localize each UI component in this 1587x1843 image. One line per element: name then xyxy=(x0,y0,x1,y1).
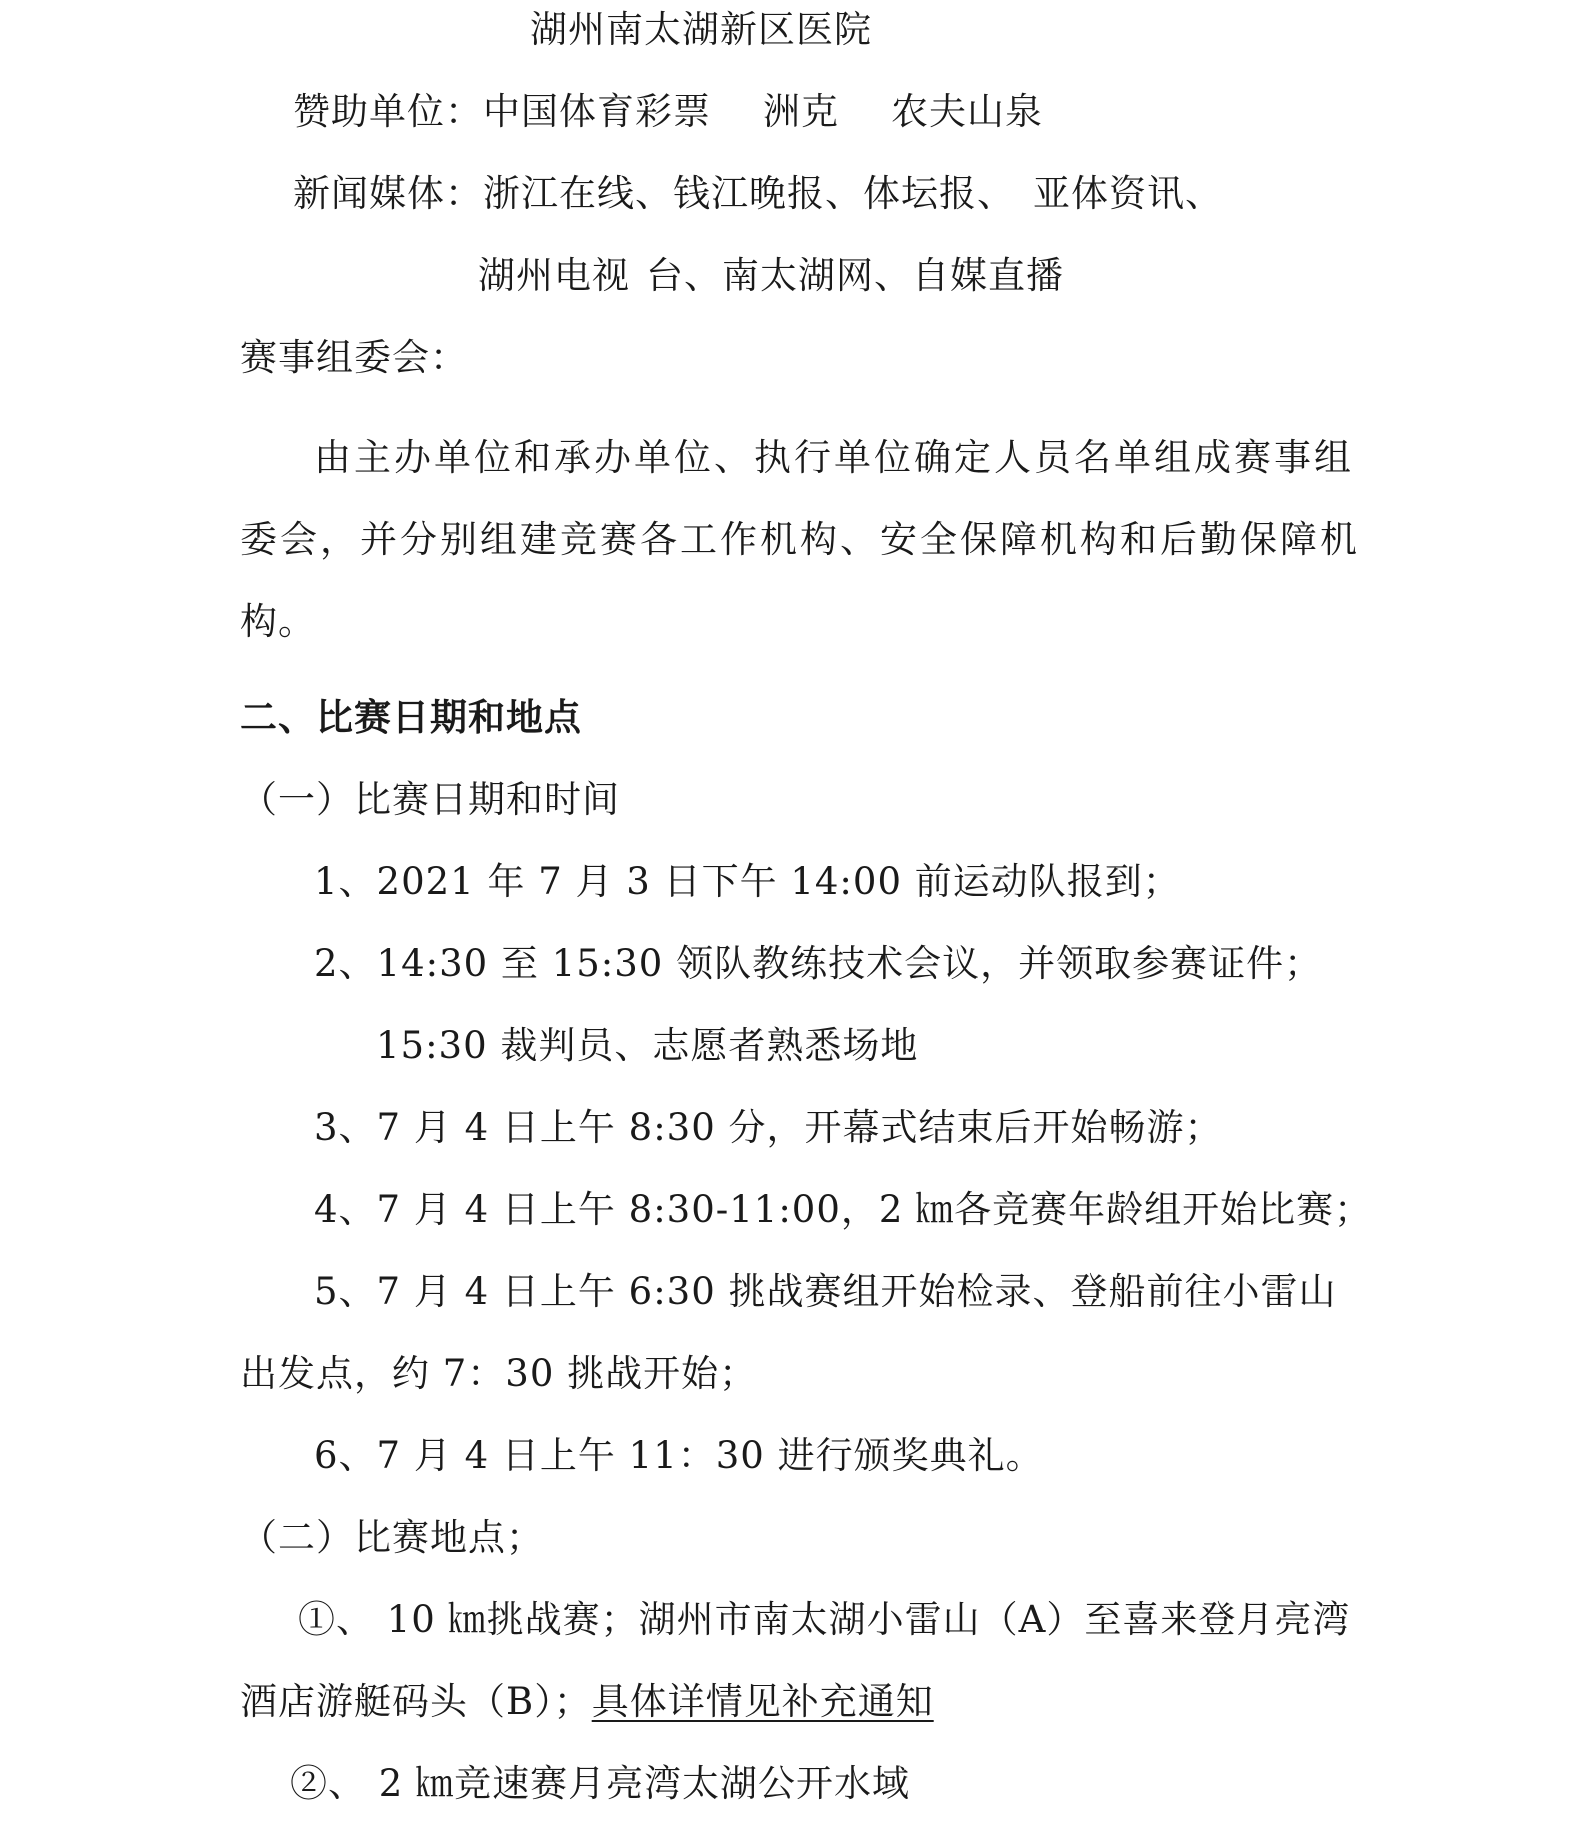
media-list-part: 浙江在线、钱江晚报、体坛报、 xyxy=(483,172,1015,215)
schedule-item: 4、7 月 4 日上午 8:30-11:00，2 ㎞各竞赛年龄组开始比赛； xyxy=(314,1188,1373,1231)
committee-paragraph-line: 构。 xyxy=(240,600,316,643)
media-label: 新闻媒体： xyxy=(293,172,483,215)
section-heading: 二、比赛日期和地点 xyxy=(240,696,582,739)
committee-heading: 赛事组委会： xyxy=(240,336,468,379)
supplementary-notice-link[interactable]: 具体详情见补充通知 xyxy=(591,1680,934,1723)
committee-paragraph-line: 由主办单位和承办单位、执行单位确定人员名单组成赛事组 xyxy=(314,436,1354,479)
sponsor-item: 中国体育彩票 xyxy=(483,90,711,133)
schedule-item: 6、7 月 4 日上午 11：30 进行颁奖典礼。 xyxy=(314,1434,1044,1477)
schedule-item: 5、7 月 4 日上午 6:30 挑战赛组开始检录、登船前往小雷山 xyxy=(314,1270,1337,1313)
schedule-item: 1、2021 年 7 月 3 日下午 14:00 前运动队报到； xyxy=(314,860,1181,903)
committee-paragraph-line: 委会，并分别组建竞赛各工作机构、安全保障机构和后勤保障机 xyxy=(240,518,1360,561)
schedule-item: 15:30 裁判员、志愿者熟悉场地 xyxy=(376,1024,919,1067)
subsection-heading: （二）比赛地点； xyxy=(240,1516,544,1559)
schedule-item: 2、14:30 至 15:30 领队教练技术会议，并领取参赛证件； xyxy=(314,942,1323,985)
venue-item xyxy=(240,1680,934,1724)
media-line-1 xyxy=(293,172,1223,216)
schedule-item: 出发点，约 7：30 挑战开始； xyxy=(240,1352,758,1395)
media-list-part: 湖州电视 xyxy=(478,254,630,297)
venue-item: ②、 2 ㎞竞速赛月亮湾太湖公开水域 xyxy=(290,1762,911,1805)
schedule-item: 3、7 月 4 日上午 8:30 分，开幕式结束后开始畅游； xyxy=(314,1106,1223,1149)
subsection-heading: （一）比赛日期和时间 xyxy=(240,778,620,821)
sponsor-item: 洲克 xyxy=(763,90,839,133)
media-list-part: 台、南太湖网、自媒直播 xyxy=(646,254,1064,297)
media-line-2 xyxy=(478,254,1064,298)
hospital-name: 湖州南太湖新区医院 xyxy=(530,8,872,51)
venue-item: ①、 10 ㎞挑战赛；湖州市南太湖小雷山（A）至喜来登月亮湾 xyxy=(298,1598,1351,1641)
sponsors-line xyxy=(293,90,1043,134)
media-list-part: 亚体资讯、 xyxy=(1033,172,1223,215)
venue-text: 酒店游艇码头（B）； xyxy=(240,1680,592,1723)
sponsor-item: 农夫山泉 xyxy=(891,90,1043,133)
sponsors-label: 赞助单位： xyxy=(293,90,483,133)
